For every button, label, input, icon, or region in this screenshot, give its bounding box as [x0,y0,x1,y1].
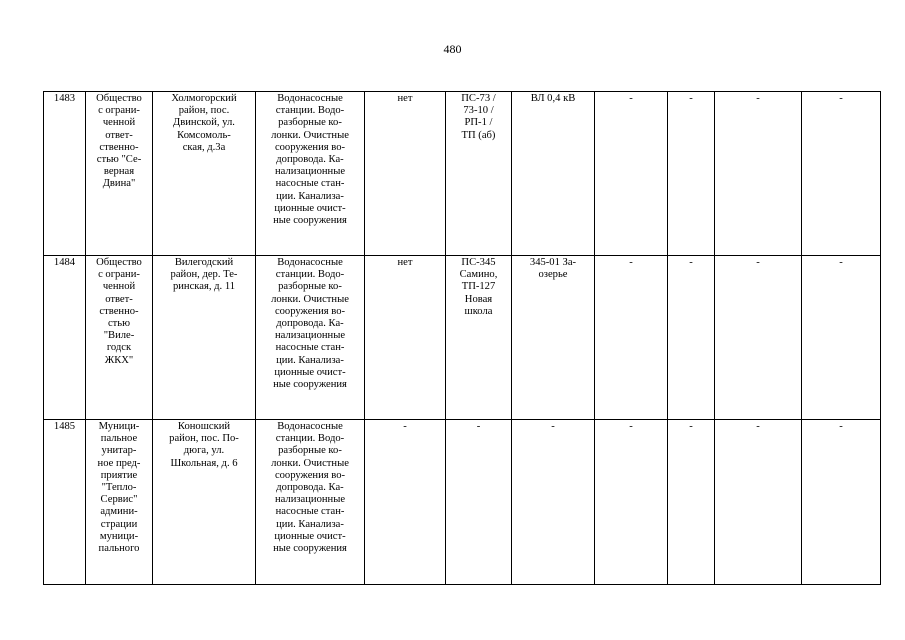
organization-cell: Общество с ограни- ченной ответ- ственно- стью "Се- верная Двина" [86,92,153,256]
address-cell: Вилегодский район, дер. Те- ринская, д. 11 [153,256,256,420]
substation-cell: ПС-345 Самино, ТП-127 Новая школа [446,256,512,420]
column-10-cell: - [715,92,802,256]
row-number-cell: 1484 [44,256,86,420]
power-line-cell: 345-01 За- озерье [512,256,595,420]
page-number: 480 [443,42,462,56]
organization-cell: Муници- пальное унитар- ное пред- приятие "Тепло- Сервис" админи- страции муници- пального [86,420,153,585]
objects-cell: Водонасосные станции. Водо- разборные ко- лонки. Очистные сооружения во- допровода. Ка- нализационные насосные стан- ции. Канализа- ционные очист- ные сооружения [256,92,365,256]
column-8-cell: - [595,92,668,256]
column-11-cell: - [802,92,881,256]
power-line-cell: - [512,420,595,585]
table-row [44,92,881,256]
organization-cell: Общество с ограни- ченной ответ- ственно- стью "Виле- годск ЖКХ" [86,256,153,420]
address-cell: Холмогорский район, пос. Двинской, ул. Комсомоль- ская, д.3а [153,92,256,256]
column-11-cell: - [802,420,881,585]
registry-table [43,91,881,585]
table-row [44,420,881,585]
column-9-cell: - [668,256,715,420]
column-10-cell: - [715,420,802,585]
objects-cell: Водонасосные станции. Водо- разборные ко- лонки. Очистные сооружения во- допровода. Ка- нализационные насосные стан- ции. Канализа- ционные очист- ные сооружения [256,420,365,585]
column-8-cell: - [595,420,668,585]
column-9-cell: - [668,420,715,585]
column-5-cell: нет [365,92,446,256]
column-5-cell: нет [365,256,446,420]
column-10-cell: - [715,256,802,420]
substation-cell: - [446,420,512,585]
objects-cell: Водонасосные станции. Водо- разборные ко- лонки. Очистные сооружения во- допровода. Ка- нализационные насосные стан- ции. Канализа- ционные очист- ные сооружения [256,256,365,420]
row-number-cell: 1485 [44,420,86,585]
column-5-cell: - [365,420,446,585]
column-9-cell: - [668,92,715,256]
substation-cell: ПС-73 / 73-10 / РП-1 / ТП (аб) [446,92,512,256]
address-cell: Коношский район, пос. По- дюга, ул. Школьная, д. 6 [153,420,256,585]
row-number-cell: 1483 [44,92,86,256]
column-11-cell: - [802,256,881,420]
column-8-cell: - [595,256,668,420]
power-line-cell: ВЛ 0,4 кВ [512,92,595,256]
table-row [44,256,881,420]
